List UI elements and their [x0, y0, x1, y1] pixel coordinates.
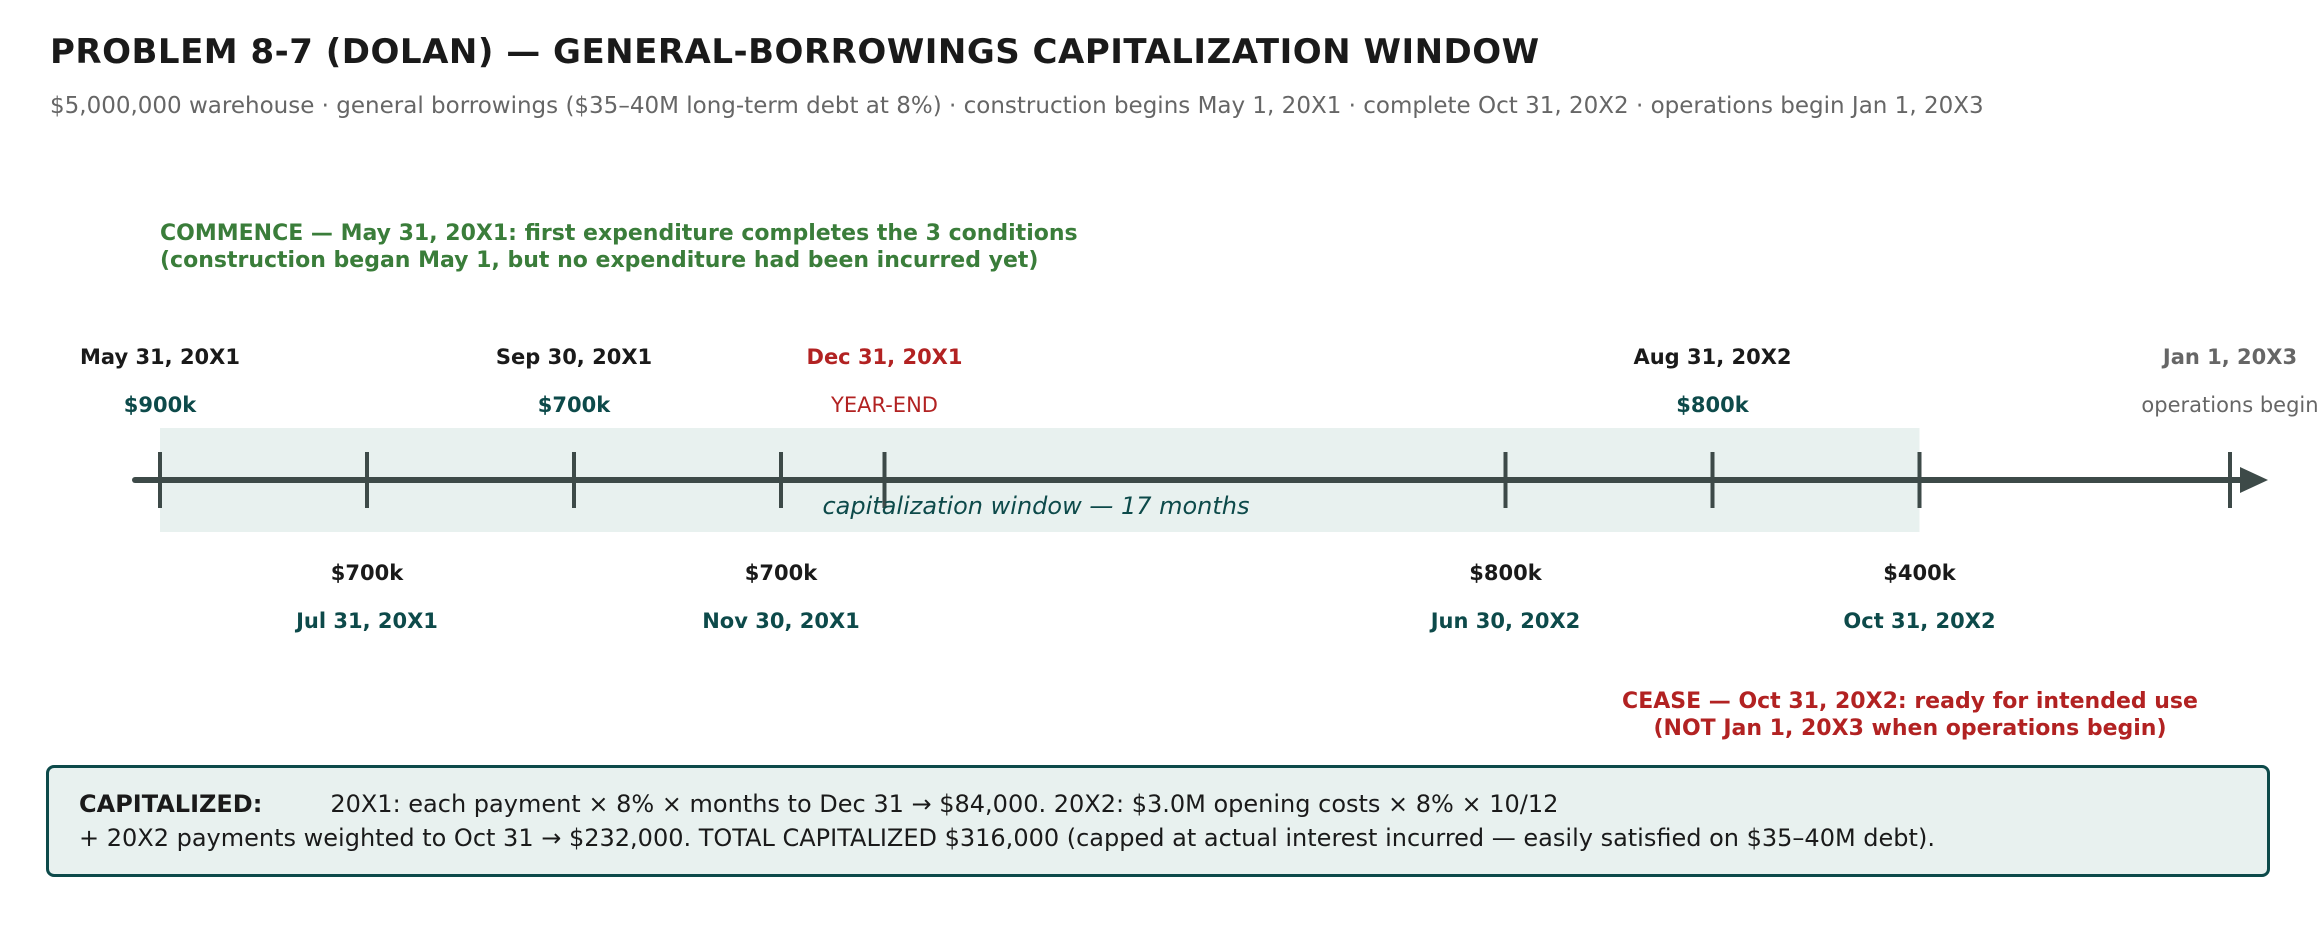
page-title: PROBLEM 8-7 (DOLAN) — GENERAL-BORROWINGS CAPITALIZATION WINDOW [50, 32, 1540, 72]
timeline-arrow-head [2240, 467, 2268, 493]
timeline-date-label: Nov 30, 20X1 [702, 609, 860, 633]
timeline-amount-label: YEAR-END [831, 393, 938, 417]
summary-line1: 20X1: each payment × 8% × months to Dec 31 → $84,000. 20X2: $3.0M opening costs × 8% × 10/12 [330, 790, 1559, 818]
timeline-amount-label: $700k [537, 393, 611, 417]
timeline-date-label: May 31, 20X1 [80, 345, 240, 369]
cease-note-line1: CEASE — Oct 31, 20X2: ready for intended use [1622, 689, 2198, 714]
timeline-date-label: Dec 31, 20X1 [806, 345, 963, 369]
timeline-date-label: Aug 31, 20X2 [1633, 345, 1792, 369]
timeline-amount-label: $700k [330, 561, 404, 585]
timeline-date-label: Sep 30, 20X1 [495, 345, 653, 369]
capitalization-window-label: capitalization window — 17 months [822, 492, 1250, 520]
timeline-date-label: Jul 31, 20X1 [296, 609, 438, 633]
timeline-date-label: Jun 30, 20X2 [1430, 609, 1581, 633]
page-subtitle: $5,000,000 warehouse · general borrowings ($35–40M long-term debt at 8%) · construction begins May 1, 20X1 · complete Oct 31, 20X2 · operations begin Jan 1, 20X3 [50, 93, 1984, 119]
timeline-date-label: Oct 31, 20X2 [1843, 609, 1996, 633]
cease-note [1610, 688, 2210, 742]
timeline-amount-label: $400k [1883, 561, 1956, 585]
commence-note-line2: (construction began May 1, but no expenditure had been incurred yet) [160, 248, 1039, 273]
summary-heading: CAPITALIZED: [79, 790, 263, 818]
summary-line2: + 20X2 payments weighted to Oct 31 → $232,000. TOTAL CAPITALIZED $316,000 (capped at actual interest incurred — easily satisfied on $35–40M debt). [79, 824, 1935, 852]
timeline-amount-label: $700k [744, 561, 818, 585]
timeline-amount-label: $900k [123, 393, 197, 417]
cease-note-line2: (NOT Jan 1, 20X3 when operations begin) [1653, 716, 2167, 741]
timeline-amount-label: operations begin [2141, 393, 2319, 417]
timeline-amount-label: $800k [1676, 393, 1749, 417]
timeline-date-label: Jan 1, 20X3 [2162, 345, 2298, 369]
timeline-amount-label: $800k [1469, 561, 1542, 585]
commence-note-line1: COMMENCE — May 31, 20X1: first expenditure completes the 3 conditions [160, 221, 1078, 246]
summary-box [46, 765, 2270, 877]
